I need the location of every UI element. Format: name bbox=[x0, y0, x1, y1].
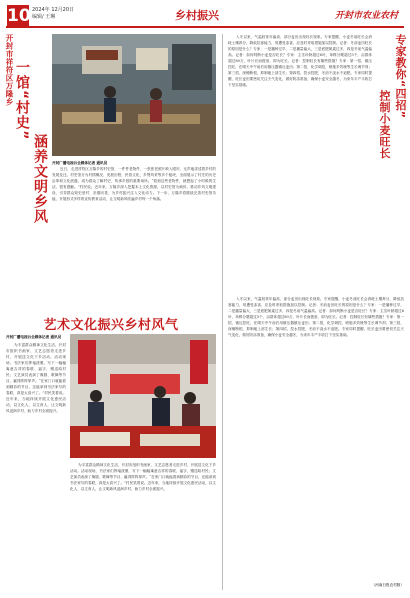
article1-caption: 开封广播电视台全媒体记者 通讯员 bbox=[52, 161, 108, 165]
article1-headline bbox=[6, 34, 48, 254]
article1-title-line1: 一馆“村史” bbox=[14, 60, 30, 141]
article2-body bbox=[6, 334, 66, 590]
article1-title-line2: 涵养文明乡风 bbox=[32, 134, 48, 224]
article3-title-line1: 专家教你“四招” bbox=[394, 34, 407, 119]
calligraphy-event-photo bbox=[70, 334, 216, 458]
article2-body-text: 为丰富群众精神文化生活，开封市组织书画家、文艺志愿者走进乡村，开展送文化下乡活动。活动现场，书法家们挥毫泼墨，写下一幅幅寓意吉祥的春联、福字，赠送给村民；文艺演员表演了豫剧、歌舞等节目，赢得阵阵掌声。“在家门口就能看到精彩的节目，还能拿到书法家写的春联，真是太高兴了。”村民笑着说。近年来，当地持续开展文化惠民活动，以文化人、以文育人，让文明新风浸润乡村，助力乡村全面振兴。 bbox=[6, 343, 66, 413]
dateline bbox=[32, 7, 74, 21]
village-history-hall-photo bbox=[52, 34, 216, 156]
calligraphy-event-image bbox=[70, 334, 216, 458]
article2-body-right: 为丰富群众精神文化生活，开封市组织书画家、文艺志愿者走进乡村，开展送文化下乡活动。活动现场，书法家们挥毫泼墨，写下一幅幅寓意吉祥的春联、福字，赠送给村民；文艺演员表演了豫剧、歌舞等节目，赢得阵阵掌声。“在家门口就能看到精彩的节目，还能拿到书法家写的春联，真是太高兴了。”村民笑着说。近年来，当地持续开展文化惠民活动，以文化人、以文育人，让文明新风浸润乡村，助力乡村全面振兴。 bbox=[70, 463, 216, 491]
header-rule bbox=[6, 26, 404, 28]
issue-date: 2024年 12月20日 bbox=[32, 7, 75, 13]
article1-kicker: 开封市祥符区万隆乡 bbox=[5, 34, 14, 106]
article3-body-continued: 入冬以来，气温较常年偏高，部分麦田出现旺长现象。专家提醒，小麦冬前旺长会消耗土壤养分，降低抗寒能力，易遭受冻害，应及时采取措施加以控制。记者：冬前麦田旺长的原因是什么？专家：一是播种过早，二是播量偏大，三是底肥氮素过多，四是冬前气温偏高。记者：如何判断小麦是否旺长？专家：主茎叶龄超过6叶，单株分蘖超过5个，亩群体超过80万，叶片长而披垂，即为旺长。记者：控制旺长有哪些措施？专家：第一招，镇压控旺，在晴天中午前后用镇压器镇压麦田；第二招，化学调控，喷施多效唑等生长调节剂；第三招，深锄断根，抑制地上部生长；第四招，控水控肥，冬前不浇水不追肥。专家同时提醒，旺长麦田要密切关注天气变化，做好防冻准备，确保小麦安全越冬，为来年丰产丰收打下坚实基础。 bbox=[228, 297, 404, 337]
article3-title-line2: 控制小麦旺长 bbox=[378, 90, 391, 159]
page-number: 10 bbox=[7, 6, 31, 26]
village-history-hall-image bbox=[52, 34, 216, 156]
article2-byline: 开封广播电视台全媒体记者 通讯员 bbox=[6, 335, 62, 339]
editor-credit: 编辑/ 王琳 bbox=[32, 14, 56, 20]
article2-title: 艺术文化振兴乡村风气 bbox=[43, 318, 179, 333]
article1-body: 近日，走进祥符区万隆乡的村史馆，一件件老物件、一张张老照片映入眼帘，无声地讲述着乡村的发展变迁。村史馆分为村情概况、发展历程、民俗文化、乡贤风采等多个板块，全面展示了村庄的历史沿革和文化底蕴，成为群众了解村史、传承乡愁的重要场所。“看到这些老物件，就想起了小时候的生活，很有感触。”村民说。近年来，万隆乡深入挖掘本土文化资源，以村史馆为载体，推动乡风文明建设，引导群众知史爱村、崇德向善，为乡村振兴注入文化动力。下一步，万隆乡将继续完善村史馆功能，开展形式多样的宣传教育活动，让文明新风吹遍乡村每一个角落。 bbox=[52, 167, 216, 201]
article3-body: 入冬以来，气温较常年偏高，部分麦田出现旺长现象。专家提醒，小麦冬前旺长会消耗土壤养分，降低抗寒能力，易遭受冻害，应及时采取措施加以控制。记者：冬前麦田旺长的原因是什么？专家：一是播种过早，二是播量偏大，三是底肥氮素过多，四是冬前气温偏高。记者：如何判断小麦是否旺长？专家：主茎叶龄超过6叶，单株分蘖超过5个，亩群体超过80万，叶片长而披垂，即为旺长。记者：控制旺长有哪些措施？专家：第一招，镇压控旺，在晴天中午前后用镇压器镇压麦田；第二招，化学调控，喷施多效唑等生长调节剂；第三招，深锄断根，抑制地上部生长；第四招，控水控肥，冬前不浇水不追肥。专家同时提醒，旺长麦田要密切关注天气变化，做好防冻准备，确保小麦安全越冬，为来年丰产丰收打下坚实基础。 bbox=[228, 35, 372, 87]
article3-headline bbox=[378, 34, 408, 294]
masthead: 开封市农业农村 bbox=[335, 11, 399, 21]
column-divider bbox=[222, 34, 223, 590]
article3-source: （河南日报农村版） bbox=[371, 583, 404, 587]
section-title: 乡村振兴 bbox=[175, 9, 219, 22]
